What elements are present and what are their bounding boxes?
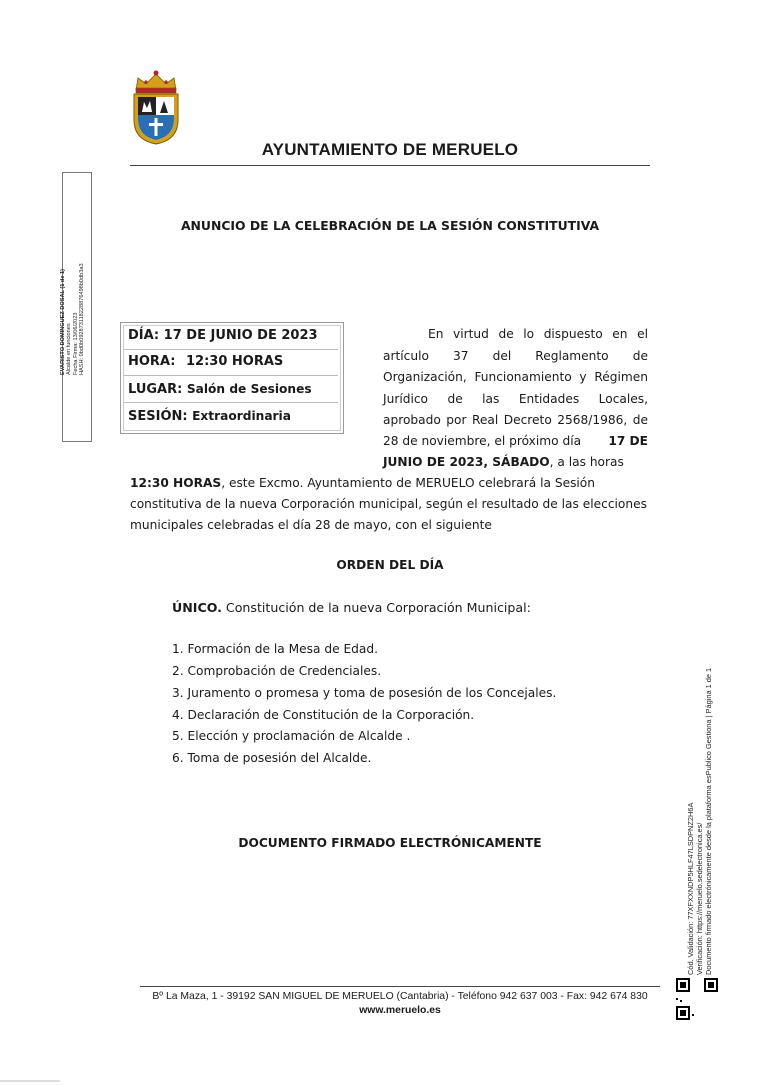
body-word: y [579, 370, 587, 384]
body-line-9: constitutiva de la nueva Corporación municipal, según el resultado de las elecciones [130, 497, 647, 511]
footer-divider [140, 986, 660, 987]
footer-address: Bº La Maza, 1 - 39192 SAN MIGUEL DE MERUELO (Cantabria) - Teléfono 942 637 003 - Fax: 942 674 830 [152, 991, 648, 1002]
body-text: , a las horas [549, 455, 624, 469]
info-lugar-label: LUGAR: [128, 382, 183, 397]
verification-url: Verificación: https://meruelo.sedelectronica.es/ [695, 822, 704, 975]
body-word: de [498, 327, 514, 341]
info-dia [124, 324, 340, 348]
body-line-3 [383, 367, 648, 387]
agenda-unico-text: Constitución de la nueva Corporación Municipal: [221, 600, 531, 615]
body-word: dispuesto [543, 327, 603, 341]
agenda-item: 4. Declaración de Constitución de la Corporación. [172, 708, 475, 722]
info-separator [124, 402, 338, 403]
signature-signer: EVARISTO DOMINGUEZ DOSAL (1 de 1) [60, 269, 66, 375]
agenda-unico-label: ÚNICO. [172, 600, 222, 615]
agenda-unico [172, 600, 531, 615]
body-word: del [492, 349, 512, 363]
info-hora [124, 350, 340, 374]
info-lugar [124, 377, 340, 401]
body-word: de [447, 392, 463, 406]
body-line-7 [383, 452, 648, 472]
signature-date: Fecha Firma: 13/06/2023 [72, 312, 79, 375]
body-word: 2568/1986, [557, 413, 628, 427]
signature-hash: HASH: 0bd0b092873118228876498b0db3a3 [79, 263, 86, 375]
body-word: 37 [453, 349, 469, 363]
qr-code-icon [676, 978, 718, 1020]
body-word: en [612, 327, 628, 341]
info-dia-label: DÍA: [128, 328, 160, 343]
body-line-4 [383, 389, 648, 409]
body-word: Funcionamiento [474, 370, 572, 384]
agenda-title: ORDEN DEL DÍA [336, 558, 444, 572]
body-date-bold: 17 DE [608, 434, 648, 448]
body-word: Régimen [594, 370, 648, 384]
page-title: AYUNTAMIENTO DE MERUELO [261, 140, 519, 159]
footer-website: www.meruelo.es [359, 1005, 441, 1016]
signature-stamp [60, 165, 92, 375]
agenda-item: 2. Comprobación de Credenciales. [172, 664, 382, 678]
info-hora-value: 12:30 HORAS [185, 354, 284, 369]
body-word: Locales, [598, 392, 648, 406]
coat-of-arms-logo [128, 68, 184, 146]
agenda-item: 1. Formación de la Mesa de Edad. [172, 642, 378, 656]
info-hora-label: HORA: [128, 354, 176, 369]
agenda-item: 3. Juramento o promesa y toma de posesión de los Concejales. [172, 686, 557, 700]
body-word: Real [471, 413, 499, 427]
info-lugar-value: Salón de Sesiones [186, 382, 312, 396]
body-word: Organización, [383, 370, 467, 384]
signature-role: Alcalde en funciones [66, 323, 73, 375]
body-word: aprobado [383, 413, 441, 427]
body-line-1 [428, 324, 648, 344]
body-line-5 [383, 410, 648, 430]
body-line-10: municipales celebradas el día 28 de mayo, con el siguiente [130, 518, 492, 532]
body-line-6 [383, 431, 648, 451]
body-word: el [637, 327, 648, 341]
agenda-item: 5. Elección y proclamación de Alcalde . [172, 729, 411, 743]
body-word: artículo [383, 349, 429, 363]
body-text: , este Excmo. Ayuntamiento de MERUELO celebrará la Sesión [221, 476, 595, 490]
body-word: virtud [453, 327, 489, 341]
body-line-2 [383, 346, 648, 366]
info-separator [124, 375, 338, 376]
body-word: lo [523, 327, 535, 341]
body-text: 28 de noviembre, el próximo día [383, 434, 582, 448]
body-word: por [446, 413, 467, 427]
verification-platform: Documento firmado electrónicamente desde la plataforma esPublico Gestiona | Página 1 de 1 [704, 667, 713, 975]
info-dia-value: 17 DE JUNIO DE 2023 [163, 328, 318, 343]
body-word: Jurídico [383, 392, 428, 406]
header-divider [130, 165, 650, 166]
announcement-title: ANUNCIO DE LA CELEBRACIÓN DE LA SESIÓN CONSTITUTIVA [180, 218, 600, 233]
page-edge-mark [0, 1080, 60, 1082]
body-word: las [482, 392, 500, 406]
body-line-8 [130, 473, 648, 493]
signed-notice: DOCUMENTO FIRMADO ELECTRÓNICAMENTE [238, 836, 542, 850]
body-word: de [632, 413, 648, 427]
body-date-bold: JUNIO DE 2023, SÁBADO [383, 455, 550, 469]
verification-stamp [686, 665, 726, 975]
body-word: Decreto [503, 413, 552, 427]
body-time-bold: 12:30 HORAS [130, 476, 222, 490]
body-word: En [428, 327, 444, 341]
body-word: de [632, 349, 648, 363]
info-sesion-value: Extraordinaria [192, 409, 291, 423]
body-word: Reglamento [535, 349, 609, 363]
info-sesion [124, 404, 340, 428]
body-word: Entidades [518, 392, 580, 406]
agenda-item: 6. Toma de posesión del Alcalde. [172, 751, 372, 765]
info-sesion-label: SESIÓN: [128, 409, 188, 424]
verification-code: Cód. Validación: 77XFXXNDP5HLF47LSDPNZ2H6A [686, 802, 695, 975]
